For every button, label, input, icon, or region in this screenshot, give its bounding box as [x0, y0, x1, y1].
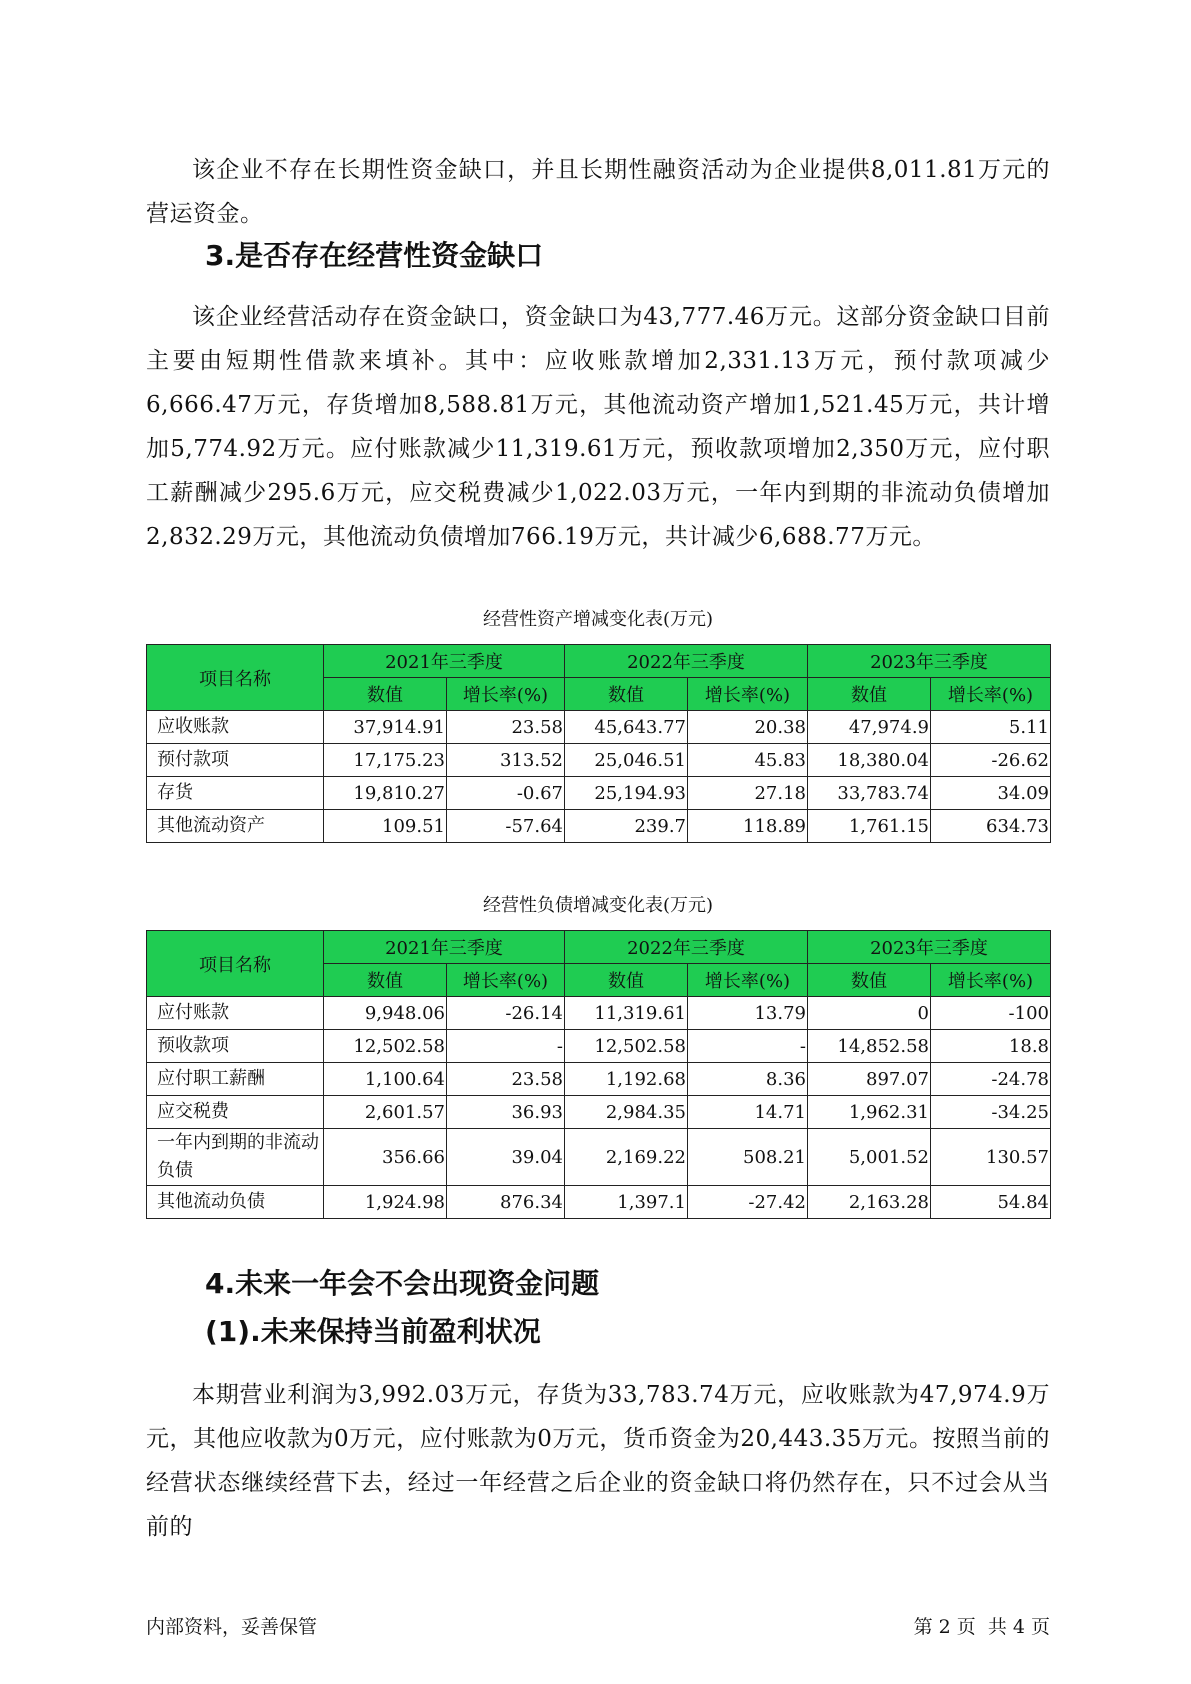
- row-name: 一年内到期的非流动负债: [147, 1129, 324, 1186]
- paragraph-operating-gap: 该企业经营活动存在资金缺口，资金缺口为43,777.46万元。这部分资金缺口目前主要由短期性借款来填补。其中：应收账款增加2,331.13万元，预付款项减少6,666.47万元，存货增加8,588.81万元，其他流动资产增加1,521.45万元，共计增加5,774.92万元。应付账款减少11,319.61万元，预收款项增加2,350万元，应付职工薪酬减少295.6万元，应交税费减少1,022.03万元，一年内到期的非流动负债增加2,832.29万元，其他流动负债增加766.19万元，共计减少6,688.77万元。: [146, 304, 1050, 550]
- table-row: [147, 1129, 1051, 1186]
- table-row: [147, 1063, 1051, 1096]
- row-name: 应交税费: [147, 1096, 324, 1129]
- row-name: 应付账款: [147, 997, 324, 1030]
- table1-value-header: 数值: [324, 678, 447, 711]
- table2-value-header: 数值: [324, 964, 447, 997]
- table2-name-header: 项目名称: [147, 931, 324, 997]
- value-cell: 356.66: [324, 1129, 447, 1186]
- table2-rate-header: 增长率(%): [447, 964, 565, 997]
- growth-rate-cell: 34.09: [931, 777, 1051, 810]
- growth-rate-cell: 20.38: [688, 711, 808, 744]
- table2-rate-header: 增长率(%): [931, 964, 1051, 997]
- growth-rate-cell: 5.11: [931, 711, 1051, 744]
- table2-period-header: 2021年三季度: [324, 931, 565, 964]
- value-cell: 2,163.28: [808, 1186, 931, 1219]
- table1-value-header: 数值: [808, 678, 931, 711]
- table1-rate-header: 增长率(%): [447, 678, 565, 711]
- table1-period-header: 2022年三季度: [565, 645, 808, 678]
- value-cell: 9,948.06: [324, 997, 447, 1030]
- value-cell: 11,319.61: [565, 997, 688, 1030]
- value-cell: 25,046.51: [565, 744, 688, 777]
- table2-period-header: 2023年三季度: [808, 931, 1051, 964]
- table2-value-header: 数值: [565, 964, 688, 997]
- value-cell: 1,962.31: [808, 1096, 931, 1129]
- row-name: 其他流动负债: [147, 1186, 324, 1219]
- value-cell: 1,100.64: [324, 1063, 447, 1096]
- value-cell: 5,001.52: [808, 1129, 931, 1186]
- growth-rate-cell: 14.71: [688, 1096, 808, 1129]
- footer-page-number: 第 2 页 共 4 页: [913, 1616, 1050, 1638]
- paragraph-long-term-funding: 该企业不存在长期性资金缺口，并且长期性融资活动为企业提供8,011.81万元的营运资金。: [146, 157, 1050, 227]
- value-cell: 239.7: [565, 810, 688, 843]
- value-cell: 2,984.35: [565, 1096, 688, 1129]
- growth-rate-cell: 45.83: [688, 744, 808, 777]
- value-cell: 17,175.23: [324, 744, 447, 777]
- growth-rate-cell: 8.36: [688, 1063, 808, 1096]
- growth-rate-cell: -27.42: [688, 1186, 808, 1219]
- growth-rate-cell: -24.78: [931, 1063, 1051, 1096]
- value-cell: 1,192.68: [565, 1063, 688, 1096]
- value-cell: 12,502.58: [565, 1030, 688, 1063]
- growth-rate-cell: 23.58: [447, 711, 565, 744]
- growth-rate-cell: -26.14: [447, 997, 565, 1030]
- value-cell: 12,502.58: [324, 1030, 447, 1063]
- table-row: [147, 810, 1051, 843]
- value-cell: 2,601.57: [324, 1096, 447, 1129]
- growth-rate-cell: 13.79: [688, 997, 808, 1030]
- growth-rate-cell: 39.04: [447, 1129, 565, 1186]
- value-cell: 45,643.77: [565, 711, 688, 744]
- row-name: 预收款项: [147, 1030, 324, 1063]
- value-cell: 25,194.93: [565, 777, 688, 810]
- footer-confidential-note: 内部资料，妥善保管: [146, 1616, 318, 1638]
- growth-rate-cell: 634.73: [931, 810, 1051, 843]
- value-cell: 1,761.15: [808, 810, 931, 843]
- table2-caption: 经营性负债增减变化表(万元): [482, 895, 714, 916]
- growth-rate-cell: -34.25: [931, 1096, 1051, 1129]
- table1-value-header: 数值: [565, 678, 688, 711]
- table1-caption: 经营性资产增减变化表(万元): [482, 609, 714, 630]
- table2-value-header: 数值: [808, 964, 931, 997]
- table1-rate-header: 增长率(%): [688, 678, 808, 711]
- value-cell: 109.51: [324, 810, 447, 843]
- value-cell: 47,974.9: [808, 711, 931, 744]
- value-cell: 1,924.98: [324, 1186, 447, 1219]
- paragraph-current-profit: 本期营业利润为3,992.03万元，存货为33,783.74万元，应收账款为47,974.9万元，其他应收款为0万元，应付账款为0万元，货币资金为20,443.35万元。按照当前的经营状态继续经营下去，经过一年经营之后企业的资金缺口将仍然存在，只不过会从当前的: [146, 1382, 1050, 1540]
- table-row: [147, 997, 1051, 1030]
- growth-rate-cell: 130.57: [931, 1129, 1051, 1186]
- growth-rate-cell: 54.84: [931, 1186, 1051, 1219]
- growth-rate-cell: 313.52: [447, 744, 565, 777]
- heading-next-year: 4.未来一年会不会出现资金问题: [205, 1267, 600, 1300]
- table1-rate-header: 增长率(%): [931, 678, 1051, 711]
- value-cell: 2,169.22: [565, 1129, 688, 1186]
- table-row: [147, 1096, 1051, 1129]
- table1-name-header: 项目名称: [147, 645, 324, 711]
- subheading-current-profit: (1).未来保持当前盈利状况: [205, 1315, 541, 1348]
- operating-liabilities-table: [146, 930, 1051, 1219]
- growth-rate-cell: 508.21: [688, 1129, 808, 1186]
- growth-rate-cell: -: [688, 1030, 808, 1063]
- growth-rate-cell: 18.8: [931, 1030, 1051, 1063]
- table1-period-header: 2023年三季度: [808, 645, 1051, 678]
- growth-rate-cell: 118.89: [688, 810, 808, 843]
- growth-rate-cell: 23.58: [447, 1063, 565, 1096]
- table-row: [147, 711, 1051, 744]
- growth-rate-cell: -: [447, 1030, 565, 1063]
- value-cell: 897.07: [808, 1063, 931, 1096]
- operating-assets-table: [146, 644, 1051, 843]
- value-cell: 37,914.91: [324, 711, 447, 744]
- value-cell: 0: [808, 997, 931, 1030]
- table-row: [147, 744, 1051, 777]
- growth-rate-cell: -26.62: [931, 744, 1051, 777]
- value-cell: 1,397.1: [565, 1186, 688, 1219]
- growth-rate-cell: 36.93: [447, 1096, 565, 1129]
- value-cell: 19,810.27: [324, 777, 447, 810]
- value-cell: 14,852.58: [808, 1030, 931, 1063]
- growth-rate-cell: -100: [931, 997, 1051, 1030]
- table-row: [147, 1030, 1051, 1063]
- row-name: 应收账款: [147, 711, 324, 744]
- table-row: [147, 1186, 1051, 1219]
- growth-rate-cell: -0.67: [447, 777, 565, 810]
- row-name: 其他流动资产: [147, 810, 324, 843]
- growth-rate-cell: 27.18: [688, 777, 808, 810]
- table2-rate-header: 增长率(%): [688, 964, 808, 997]
- growth-rate-cell: -57.64: [447, 810, 565, 843]
- table2-period-header: 2022年三季度: [565, 931, 808, 964]
- value-cell: 18,380.04: [808, 744, 931, 777]
- table-row: [147, 777, 1051, 810]
- row-name: 存货: [147, 777, 324, 810]
- growth-rate-cell: 876.34: [447, 1186, 565, 1219]
- row-name: 预付款项: [147, 744, 324, 777]
- row-name: 应付职工薪酬: [147, 1063, 324, 1096]
- value-cell: 33,783.74: [808, 777, 931, 810]
- heading-operating-gap: 3.是否存在经营性资金缺口: [205, 239, 544, 272]
- table1-period-header: 2021年三季度: [324, 645, 565, 678]
